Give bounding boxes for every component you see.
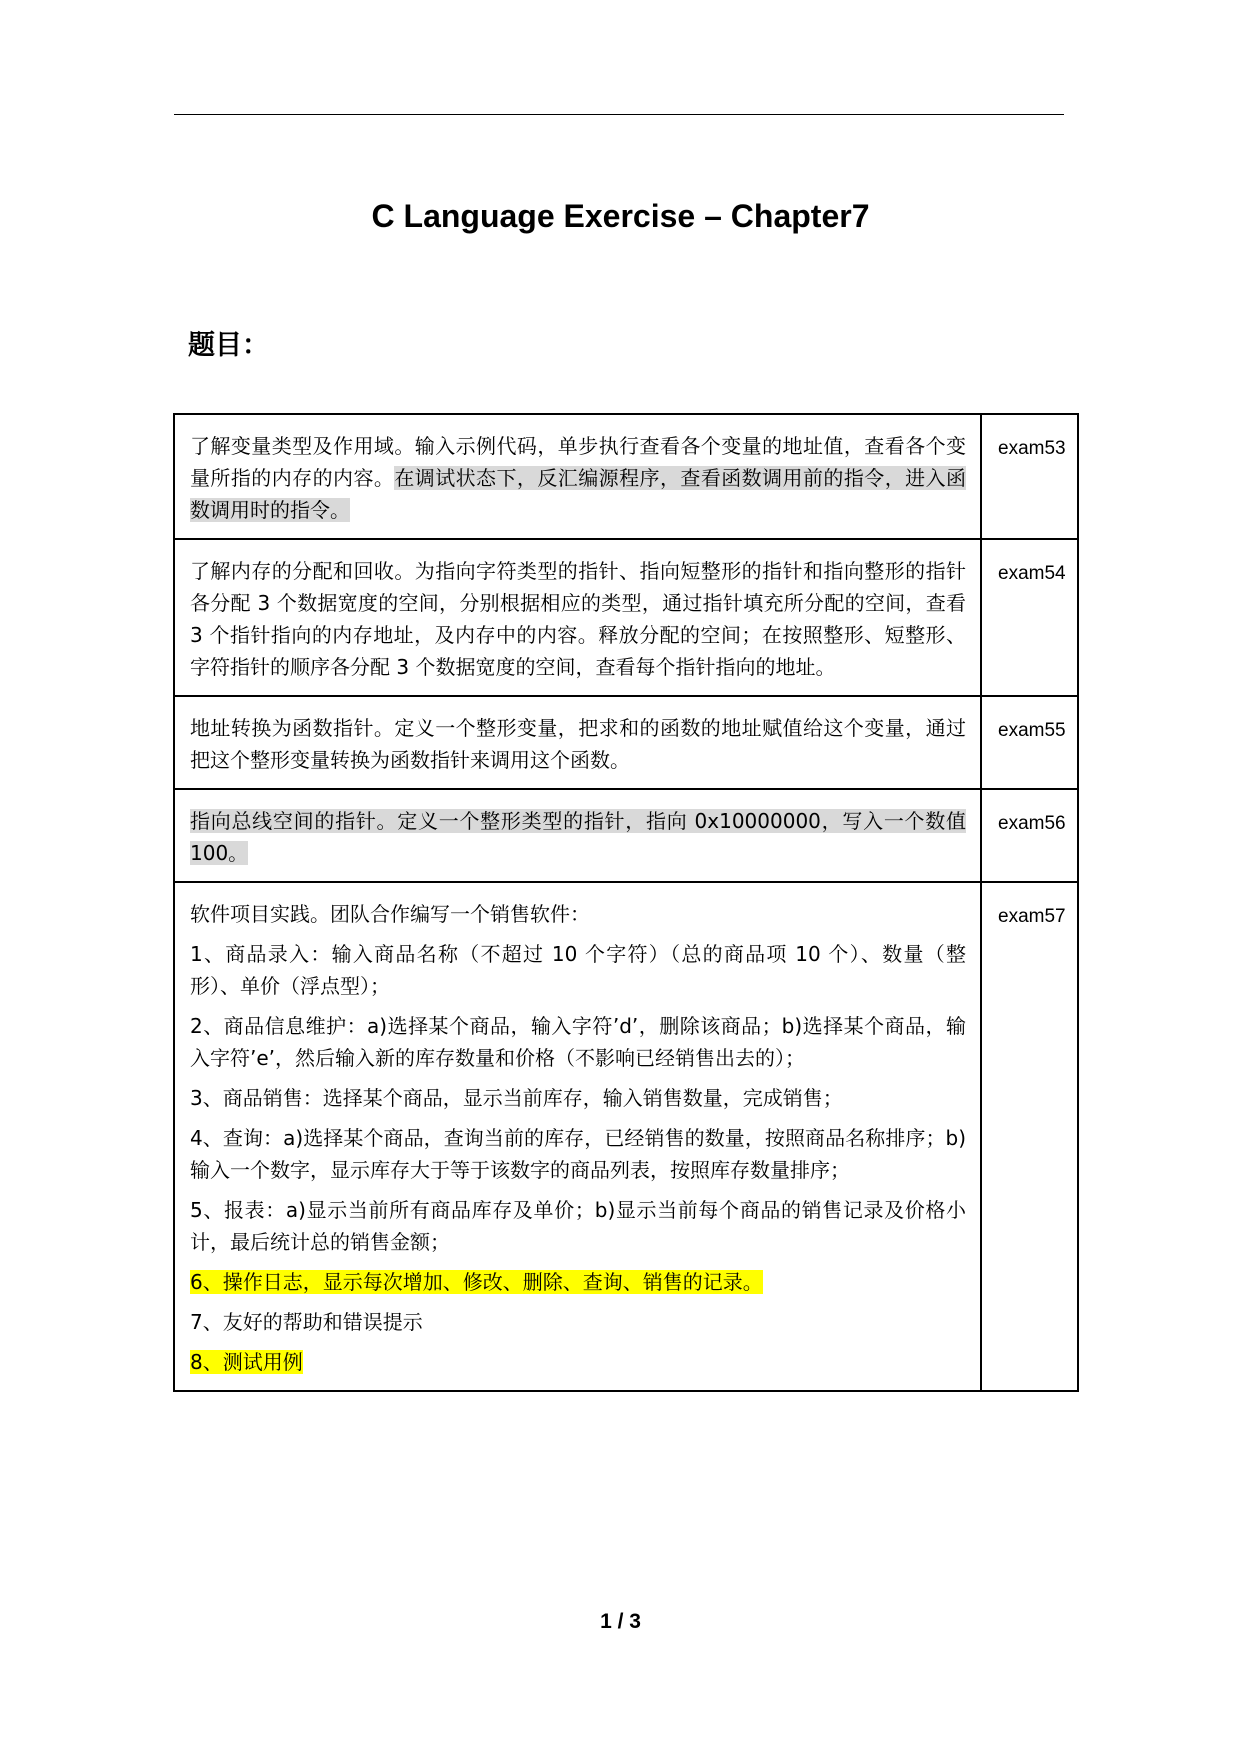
- header-rule: [174, 114, 1064, 115]
- table-row: [174, 789, 1078, 882]
- document-title: C Language Exercise – Chapter7: [371, 198, 870, 234]
- page-number: 1 / 3: [600, 1610, 641, 1633]
- requirement-item-highlighted: 8、测试用例: [190, 1350, 303, 1374]
- requirement-item: 3、商品销售：选择某个商品，显示当前库存，输入销售数量，完成销售；: [190, 1086, 843, 1110]
- exercise-text: 了解变量类型及作用域。输入示例代码，单步执行查看各个变量的地址值，查看各个变量所指的内存的内容。: [190, 434, 966, 490]
- exercise-description: [174, 789, 981, 882]
- requirement-item: 1、商品录入：输入商品名称（不超过 10 个字符）（总的商品项 10 个）、数量（整形）、单价（浮点型）；: [190, 942, 966, 998]
- exercise-text: 了解内存的分配和回收。为指向字符类型的指针、指向短整形的指针和指向整形的指针各分配 3 个数据宽度的空间，分别根据相应的类型，通过指针填充所分配的空间，查看 3 个指针指向的内存地址，及内存中的内容。释放分配的空间；在按照整形、短整形、字符指针的顺序各分配 3 个数据宽度的空间，查看每个指针指向的地址。: [190, 559, 966, 679]
- exercise-description: [174, 696, 981, 789]
- highlighted-text: 在调试状态下，反汇编源程序，查看函数调用前的指令，进入函数调用时的指令。: [190, 466, 967, 522]
- table-row: [174, 882, 1078, 1391]
- requirement-item: 5、报表：a)显示当前所有商品库存及单价；b)显示当前每个商品的销售记录及价格小计，最后统计总的销售金额；: [190, 1198, 966, 1254]
- table-row: [174, 414, 1078, 539]
- exercise-code: exam57: [981, 882, 1078, 1391]
- project-intro: 软件项目实践。团队合作编写一个销售软件：: [190, 902, 590, 926]
- table-row: [174, 539, 1078, 696]
- requirement-item: 2、商品信息维护：a)选择某个商品，输入字符’d’，删除该商品；b)选择某个商品，输入字符’e’，然后输入新的库存数量和价格（不影响已经销售出去的）；: [190, 1014, 966, 1070]
- exercise-code: exam54: [981, 539, 1078, 696]
- requirement-item-highlighted: 6、操作日志，显示每次增加、修改、删除、查询、销售的记录。: [190, 1270, 763, 1294]
- exercise-description: [174, 539, 981, 696]
- exercise-code: exam53: [981, 414, 1078, 539]
- exercise-description: [174, 882, 981, 1391]
- highlighted-text: 指向总线空间的指针。定义一个整形类型的指针，指向 0x10000000，写入一个数值 100。: [190, 809, 966, 865]
- requirement-item: 4、查询：a)选择某个商品，查询当前的库存，已经销售的数量，按照商品名称排序；b)输入一个数字，显示库存大于等于该数字的商品列表，按照库存数量排序；: [190, 1126, 966, 1182]
- requirement-item: 7、友好的帮助和错误提示: [190, 1310, 423, 1334]
- exercise-description: [174, 414, 981, 539]
- exercise-text: 地址转换为函数指针。定义一个整形变量，把求和的函数的地址赋值给这个变量，通过把这个整形变量转换为函数指针来调用这个函数。: [190, 716, 966, 772]
- section-heading: 题目：: [188, 330, 269, 361]
- table-row: [174, 696, 1078, 789]
- exercise-table: [173, 413, 1079, 1392]
- exercise-code: exam55: [981, 696, 1078, 789]
- exercise-code: exam56: [981, 789, 1078, 882]
